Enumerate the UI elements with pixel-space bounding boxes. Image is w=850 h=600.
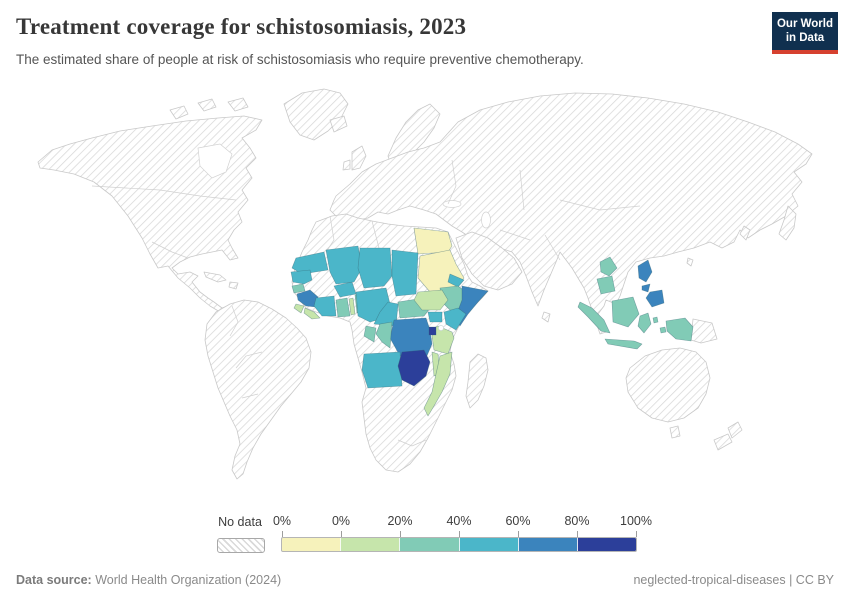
lake-victoria	[438, 325, 443, 330]
country-indonesia-maluku	[653, 317, 658, 323]
region-british-isles[interactable]	[352, 146, 366, 170]
country-sierra-leone[interactable]	[294, 304, 304, 313]
legend-bin[interactable]	[518, 538, 577, 551]
island-hispaniola	[229, 282, 238, 289]
region-south-america[interactable]	[205, 300, 311, 479]
legend-tick-labels	[272, 514, 652, 528]
legend-tick-label: 100%	[620, 514, 652, 528]
data-source-value: World Health Organization (2024)	[95, 573, 282, 587]
footer	[16, 573, 834, 587]
data-source	[16, 573, 281, 587]
legend-tick	[518, 531, 519, 537]
chart-subtitle: The estimated share of people at risk of schistosomiasis who require preventive chemotherapy.	[16, 52, 584, 67]
legend-tick-label: 20%	[387, 514, 413, 528]
island-new-zealand-south	[714, 434, 732, 450]
arctic-island	[170, 106, 188, 119]
island-ireland	[343, 160, 350, 170]
owid-logo-line1: Our World	[776, 18, 833, 30]
country-philippines-mindanao[interactable]	[646, 290, 664, 307]
legend-tick	[341, 531, 342, 537]
legend-bin[interactable]	[340, 538, 399, 551]
legend-tick-label: 60%	[505, 514, 531, 528]
country-indonesia-java[interactable]	[605, 339, 642, 349]
country-cote-divoire[interactable]	[314, 296, 336, 316]
region-greenland[interactable]	[284, 89, 348, 140]
island-tasmania	[670, 426, 680, 438]
no-data-swatch[interactable]	[217, 538, 265, 553]
owid-logo-line2: in Data	[785, 32, 825, 45]
footer-right[interactable]: neglected-tropical-diseases | CC BY	[633, 573, 834, 587]
legend-tick-label: 80%	[564, 514, 590, 528]
legend-tick	[459, 531, 460, 537]
region-australia[interactable]	[626, 348, 710, 422]
country-chad[interactable]	[392, 250, 418, 296]
island-new-zealand-north	[728, 422, 742, 438]
region-papua-new-guinea[interactable]	[691, 319, 717, 343]
island-madagascar[interactable]	[466, 354, 488, 408]
island-taiwan	[687, 258, 693, 266]
legend-tick	[577, 531, 578, 537]
legend-tick-label: 40%	[446, 514, 472, 528]
country-guinea-bissau[interactable]	[292, 284, 305, 293]
legend-ticks	[282, 531, 636, 538]
country-egypt[interactable]	[414, 228, 452, 254]
legend-tick	[400, 531, 401, 537]
arctic-island	[228, 98, 248, 111]
island-cuba	[204, 272, 226, 282]
country-indonesia-papua[interactable]	[666, 318, 693, 341]
country-philippines-visayas[interactable]	[642, 284, 650, 292]
country-indonesia-maluku2	[660, 327, 666, 333]
data-source-label: Data source:	[16, 573, 92, 587]
no-data-label: No data	[218, 515, 262, 529]
legend-tick-label: 0%	[272, 514, 292, 528]
black-sea	[443, 201, 461, 208]
legend-bin[interactable]	[282, 538, 340, 551]
legend-bin[interactable]	[399, 538, 458, 551]
country-indonesia-sulawesi[interactable]	[638, 313, 651, 333]
page-title: Treatment coverage for schistosomiasis, 2023	[16, 14, 467, 39]
region-north-america[interactable]	[38, 116, 262, 312]
legend-bin[interactable]	[577, 538, 636, 551]
arctic-island	[198, 99, 216, 111]
country-indonesia-borneo[interactable]	[612, 297, 639, 327]
legend-color-ramp[interactable]	[282, 538, 636, 551]
country-burundi[interactable]	[429, 327, 436, 335]
country-philippines-luzon[interactable]	[638, 260, 652, 282]
legend-tick	[282, 531, 283, 537]
country-uganda[interactable]	[428, 312, 442, 322]
island-sri-lanka	[542, 312, 550, 322]
legend-tick	[636, 531, 637, 537]
country-niger[interactable]	[358, 248, 392, 288]
owid-logo[interactable]	[772, 12, 838, 54]
country-senegal[interactable]	[291, 270, 312, 284]
legend-tick-label: 0%	[331, 514, 351, 528]
country-angola[interactable]	[362, 352, 402, 388]
legend-bin[interactable]	[459, 538, 518, 551]
map-legend	[0, 512, 850, 558]
world-map[interactable]	[0, 86, 850, 506]
caspian-sea	[482, 212, 491, 228]
